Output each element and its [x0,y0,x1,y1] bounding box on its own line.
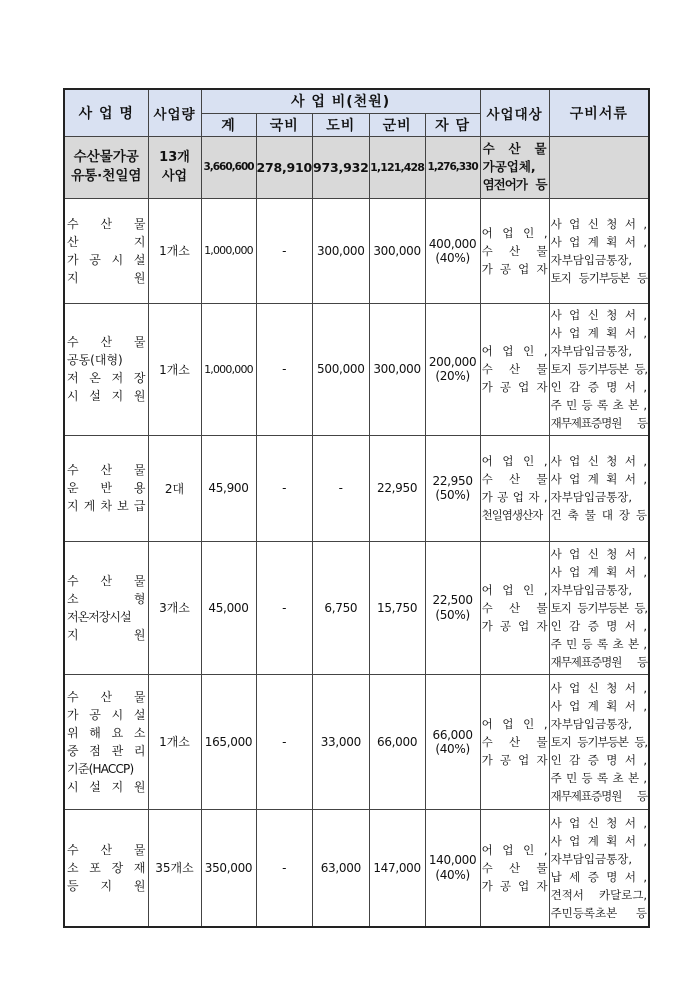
project-name: 수 산 물 운 반 용 지 게 차 보 급 [64,435,148,541]
project-name: 수 산 물 산 지 가 공 시 설 지 원 [64,198,148,303]
table-row [64,541,649,674]
summary-total: 3,660,600 [201,136,256,198]
header-self: 자 담 [425,113,480,136]
project-self: 22,500 (50%) [425,541,480,674]
project-quantity: 1개소 [148,674,201,809]
project-self: 66,000 (40%) [425,674,480,809]
summary-target: 수 산 물 가공업체, 염전어가 등 [480,136,549,198]
project-provincial: 6,750 [313,541,370,674]
project-provincial: - [313,435,370,541]
project-county: 15,750 [369,541,425,674]
project-target: 어 업 인 , 수 산 물 가 공 업 자 , 천일염생산자 [480,435,549,541]
project-provincial: 63,000 [313,809,370,927]
summary-county: 1,121,428 [369,136,425,198]
table-row [64,435,649,541]
project-total: 45,900 [201,435,256,541]
project-national: - [256,435,313,541]
project-quantity: 3개소 [148,541,201,674]
project-name: 수 산 물 소 형 저온저장시설 지 원 [64,541,148,674]
project-name: 수 산 물 공동(대형) 저 온 저 장 시 설 지 원 [64,303,148,435]
table-row [64,303,649,435]
project-quantity: 2대 [148,435,201,541]
project-national: - [256,809,313,927]
header-quantity: 사업량 [148,89,201,136]
project-target: 어 업 인 , 수 산 물 가 공 업 자 [480,198,549,303]
table-row [64,674,649,809]
table-row [64,809,649,927]
project-documents: 사 업 신 청 서 , 사 업 계 획 서 , 자부담입금통장, 건 축 물 대 장 등 [549,435,649,541]
project-self: 200,000 (20%) [425,303,480,435]
project-provincial: 500,000 [313,303,370,435]
project-total: 1,000,000 [201,198,256,303]
header-documents: 구비서류 [549,89,649,136]
project-name: 수 산 물 소 포 장 재 등 지 원 [64,809,148,927]
header-target: 사업대상 [480,89,549,136]
summary-self: 1,276,330 [425,136,480,198]
summary-documents [549,136,649,198]
project-target: 어 업 인 , 수 산 물 가 공 업 자 [480,303,549,435]
project-county: 147,000 [369,809,425,927]
project-documents: 사 업 신 청 서 , 사 업 계 획 서 , 자부담입금통장, 토지 등기부등본 등, 인 감 증 명 서 , 주 민 등 록 초 본 , 재무제표증명원 등 [549,303,649,435]
project-self: 22,950 (50%) [425,435,480,541]
budget-table [63,88,650,928]
project-target: 어 업 인 , 수 산 물 가 공 업 자 [480,674,549,809]
project-documents: 사 업 신 청 서 , 사 업 계 획 서 , 자부담입금통장, 토지 등기부등본 등 [549,198,649,303]
project-provincial: 33,000 [313,674,370,809]
project-county: 22,950 [369,435,425,541]
table-row [64,198,649,303]
header-national: 국비 [256,113,313,136]
header-name: 사 업 명 [64,89,148,136]
project-documents: 사 업 신 청 서 , 사 업 계 획 서 , 자부담입금통장, 토지 등기부등본 등, 인 감 증 명 서 , 주 민 등 록 초 본 , 재무제표증명원 등 [549,541,649,674]
project-national: - [256,674,313,809]
project-self: 140,000 (40%) [425,809,480,927]
project-county: 300,000 [369,303,425,435]
project-provincial: 300,000 [313,198,370,303]
project-target: 어 업 인 , 수 산 물 가 공 업 자 [480,809,549,927]
project-national: - [256,541,313,674]
project-total: 165,000 [201,674,256,809]
header-total: 계 [201,113,256,136]
project-total: 350,000 [201,809,256,927]
project-national: - [256,198,313,303]
summary-quantity: 13개 사업 [148,136,201,198]
header-budget-group: 사 업 비(천원) [201,89,480,113]
project-county: 66,000 [369,674,425,809]
project-quantity: 35개소 [148,809,201,927]
project-quantity: 1개소 [148,198,201,303]
project-target: 어 업 인 , 수 산 물 가 공 업 자 [480,541,549,674]
summary-row [64,136,649,198]
project-national: - [256,303,313,435]
project-county: 300,000 [369,198,425,303]
summary-provincial: 973,932 [313,136,370,198]
header-provincial: 도비 [313,113,370,136]
header-county: 군비 [369,113,425,136]
project-documents: 사 업 신 청 서 , 사 업 계 획 서 , 자부담입금통장, 토지 등기부등본 등, 인 감 증 명 서 , 주 민 등 록 초 본 , 재무제표증명원 등 [549,674,649,809]
project-name: 수 산 물 가 공 시 설 위 해 요 소 중 점 관 리 기준(HACCP) 시 설 지 원 [64,674,148,809]
project-documents: 사 업 신 청 서 , 사 업 계 획 서 , 자부담입금통장, 납 세 증 명 서 , 견적서 카달로그, 주민등록초본 등 [549,809,649,927]
summary-national: 278,910 [256,136,313,198]
project-total: 45,000 [201,541,256,674]
summary-name: 수산물가공 유통·천일염 [64,136,148,198]
project-quantity: 1개소 [148,303,201,435]
project-self: 400,000 (40%) [425,198,480,303]
project-total: 1,000,000 [201,303,256,435]
